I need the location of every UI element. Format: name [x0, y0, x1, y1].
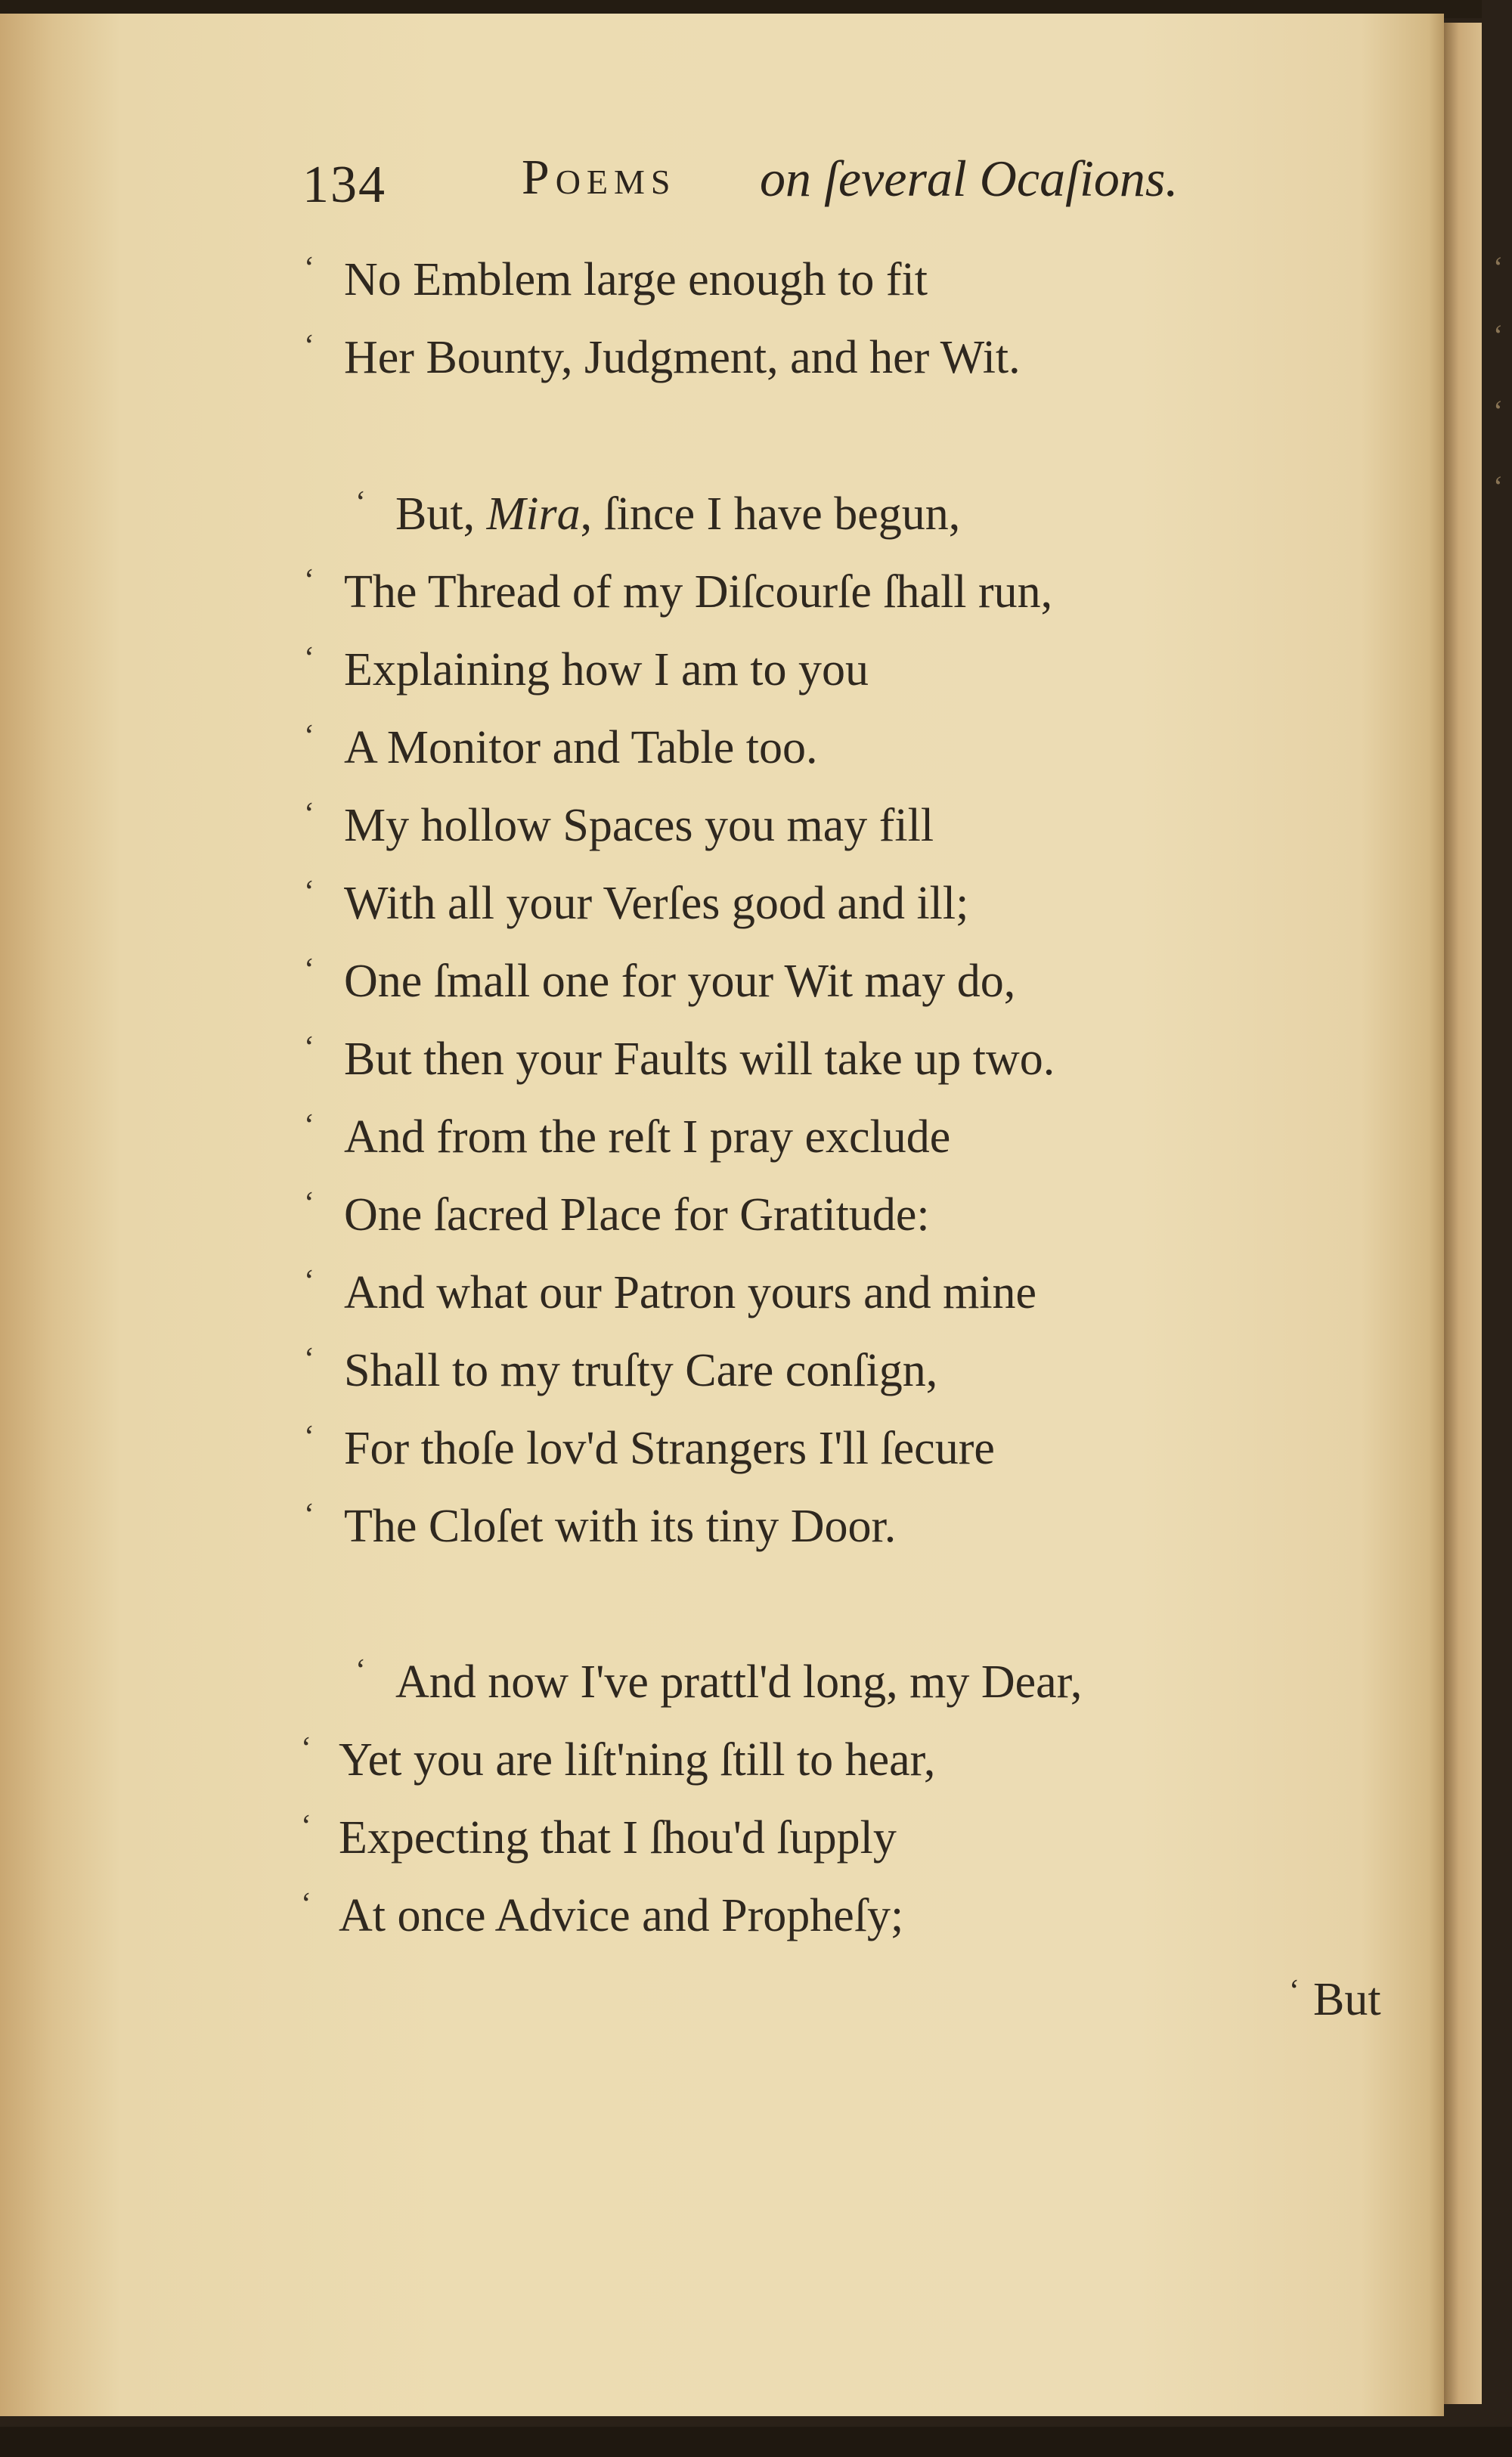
- verse-text: With all your Verſes good and ill;: [344, 878, 969, 929]
- quote-mark: ‘: [301, 1887, 311, 1922]
- catchword: [1289, 1973, 1381, 2027]
- quote-mark: ‘: [301, 1731, 311, 1766]
- quote-mark: ‘: [304, 1420, 314, 1455]
- quote-mark: ‘: [304, 251, 314, 286]
- verse-text: And from the reſt I pray exclude: [344, 1111, 951, 1163]
- quote-mark: ‘: [304, 875, 314, 909]
- verse-text: And what our Patron yours and mine: [344, 1267, 1037, 1318]
- quote-mark: ‘: [304, 329, 314, 364]
- quote-mark: ‘: [355, 1653, 366, 1688]
- verse-text: No Emblem large enough to fit: [344, 254, 928, 305]
- quote-mark: ‘: [304, 1498, 314, 1532]
- verse-text: One ſmall one for your Wit may do,: [344, 956, 1016, 1007]
- quote-mark: ‘: [301, 1809, 311, 1844]
- quote-mark: ‘: [304, 563, 314, 598]
- quote-mark: ‘: [355, 485, 366, 520]
- verse-text: Her Bounty, Judgment, and her Wit.: [344, 332, 1021, 383]
- quote-mark: ‘: [304, 641, 314, 676]
- verse-text: My hollow Spaces you may fill: [344, 800, 934, 851]
- quote-mark: ‘: [304, 1264, 314, 1299]
- verse-text: A Monitor and Table too.: [344, 722, 818, 773]
- bleed-mark: ‘: [1493, 394, 1504, 428]
- quote-mark: ‘: [1289, 1974, 1300, 2009]
- catchword-text: But: [1313, 1974, 1381, 2025]
- verse-text: The Cloſet with its tiny Door.: [344, 1501, 897, 1552]
- scan-border-bottom: [0, 2427, 1512, 2457]
- verse-text: Expecting that I ſhou'd ſupply: [339, 1812, 897, 1864]
- quote-mark: ‘: [304, 1186, 314, 1221]
- running-head: [0, 140, 1512, 214]
- facing-page-edge: [1444, 23, 1482, 2404]
- quote-mark: ‘: [304, 1342, 314, 1377]
- quote-mark: ‘: [304, 797, 314, 832]
- verse-text: But then your Faults will take up two.: [344, 1033, 1055, 1085]
- name-mira: Mira: [486, 488, 581, 540]
- verse-text: At once Advice and Propheſy;: [339, 1890, 904, 1941]
- running-head-title: Poems: [522, 150, 677, 205]
- quote-mark: ‘: [304, 1108, 314, 1143]
- verse-text-start: But,: [395, 488, 487, 540]
- bleed-mark: ‘: [1493, 469, 1504, 503]
- quote-mark: ‘: [304, 719, 314, 754]
- verse-text-end: , ſince I have begun,: [580, 488, 961, 540]
- verse-text: Yet you are liſt'ning ſtill to hear,: [339, 1734, 936, 1786]
- running-head-subtitle: on ſeveral Ocaſions.: [760, 150, 1179, 207]
- bleed-mark: ‘: [1493, 318, 1504, 352]
- verse-text: [395, 488, 960, 541]
- verse-text: Shall to my truſty Care conſign,: [344, 1345, 938, 1396]
- verse-text: Explaining how I am to you: [344, 644, 869, 696]
- verse-text: For thoſe lov'd Strangers I'll ſecure: [344, 1423, 995, 1474]
- verse-text: And now I've prattl'd long, my Dear,: [395, 1656, 1083, 1708]
- quote-mark: ‘: [304, 1030, 314, 1065]
- scan-border-right: [1482, 0, 1512, 2457]
- verse-text: The Thread of my Diſcourſe ſhall run,: [344, 566, 1053, 618]
- quote-mark: ‘: [304, 953, 314, 987]
- verse-text: One ſacred Place for Gratitude:: [344, 1189, 930, 1241]
- page-number: 134: [302, 156, 386, 214]
- bleed-mark: ‘: [1493, 250, 1504, 284]
